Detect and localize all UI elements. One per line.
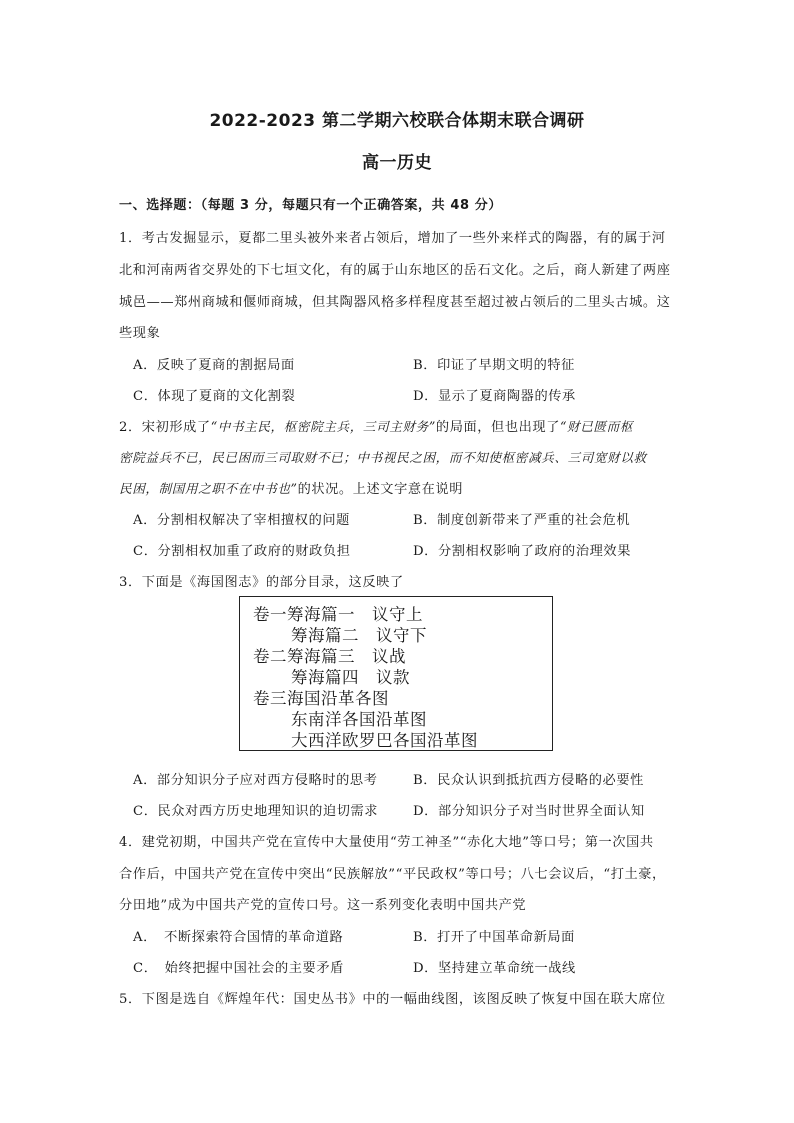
toc-line: 筹海篇二 议守下: [291, 626, 427, 645]
q4-option-d: D．坚持建立革命统一战线: [413, 961, 576, 976]
q1-option-a: A．反映了夏商的割据局面: [133, 358, 295, 373]
q2-stem-line3: [119, 478, 463, 497]
exam-title: 2022-2023 第二学期六校联合体期末联合调研: [209, 111, 585, 131]
q2-option-c: C．分割相权加重了政府的财政负担: [133, 544, 351, 559]
q2-stem-line1: [119, 416, 633, 435]
q2-quote-1: “中书主民，枢密院主兵，三司主财务”: [210, 419, 436, 434]
q4-option-c: C． 始终把握中国社会的主要矛盾: [133, 961, 344, 976]
exam-subject: 高一历史: [362, 153, 432, 173]
q4-stem-line1: 4．建党初期，中国共产党在宣传中大量使用“劳工神圣”“赤化大地”等口号；第一次国共: [119, 835, 654, 850]
q2-quote-2: “财已匮而枢: [560, 419, 634, 434]
q1-stem-line2: 北和河南两省交界处的下七垣文化，有的属于山东地区的岳石文化。之后，商人新建了两座: [119, 263, 671, 278]
q3-stem-line1: 3．下面是《海国图志》的部分目录，这反映了: [119, 575, 404, 590]
q1-option-d: D．显示了夏商陶器的传承: [413, 389, 576, 404]
q1-stem-line1: 1．考古发掘显示，夏都二里头被外来者占领后，增加了一些外来样式的陶器，有的属于河: [119, 231, 666, 246]
toc-line: 大西洋欧罗巴各国沿革图: [291, 731, 478, 750]
q2-stem-middle: 的局面，但也出现了: [435, 420, 560, 435]
q2-option-d: D．分割相权影响了政府的治理效果: [413, 544, 631, 559]
q3-option-b: B．民众认识到抵抗西方侵略的必要性: [413, 773, 644, 788]
q1-option-c: C．体现了夏商的文化割裂: [133, 389, 296, 404]
q1-option-b: B．印证了早期文明的特征: [413, 358, 575, 373]
q2-stem-prefix: 2．宋初形成了: [119, 420, 211, 435]
q1-stem-line3: 城邑——郑州商城和偃师商城，但其陶器风格多样程度甚至超过被占领后的二里头古城。这: [119, 295, 671, 310]
q2-option-a: A．分割相权解决了宰相擅权的问题: [133, 513, 350, 528]
toc-line: 卷二筹海篇三 议战: [253, 647, 406, 666]
toc-line: 东南洋各国沿革图: [291, 710, 427, 729]
q2-stem-suffix: 的状况。上述文字意在说明: [297, 482, 464, 497]
q4-stem-line3: 分田地”成为中国共产党的宣传口号。这一系列变化表明中国共产党: [119, 898, 527, 913]
toc-line: 卷一筹海篇一 议守上: [253, 605, 423, 624]
q1-stem-line4: 些现象: [119, 326, 161, 341]
q2-quote-3: 民困，制国用之职不在中书也”: [119, 481, 298, 496]
section-heading: 一、选择题：（每题 3 分，每题只有一个正确答案，共 48 分）: [119, 198, 502, 213]
q4-stem-line2: 合作后，中国共产党在宣传中突出“民族解放”“平民政权”等口号；八七会议后，“打土豪，: [119, 867, 666, 882]
q3-option-a: A．部分知识分子应对西方侵略时的思考: [133, 773, 378, 788]
q2-option-b: B．制度创新带来了严重的社会危机: [413, 513, 631, 528]
toc-line: 卷三海国沿革各图: [253, 689, 389, 708]
q4-option-a: A． 不断探索符合国情的革命道路: [133, 930, 344, 945]
q3-option-d: D．部分知识分子对当时世界全面认知: [413, 804, 645, 819]
q4-option-b: B．打开了中国革命新局面: [413, 930, 575, 945]
q5-stem-line1: 5．下图是选自《辉煌年代：国史丛书》中的一幅曲线图，该图反映了恢复中国在联大席位: [119, 992, 666, 1007]
q3-option-c: C．民众对西方历史地理知识的迫切需求: [133, 804, 379, 819]
q2-stem-line2: 密院益兵不已，民已困而三司取财不已；中书视民之困，而不知使枢密减兵、三司宽财以救: [119, 450, 647, 465]
toc-line: 筹海篇四 议款: [291, 668, 410, 687]
